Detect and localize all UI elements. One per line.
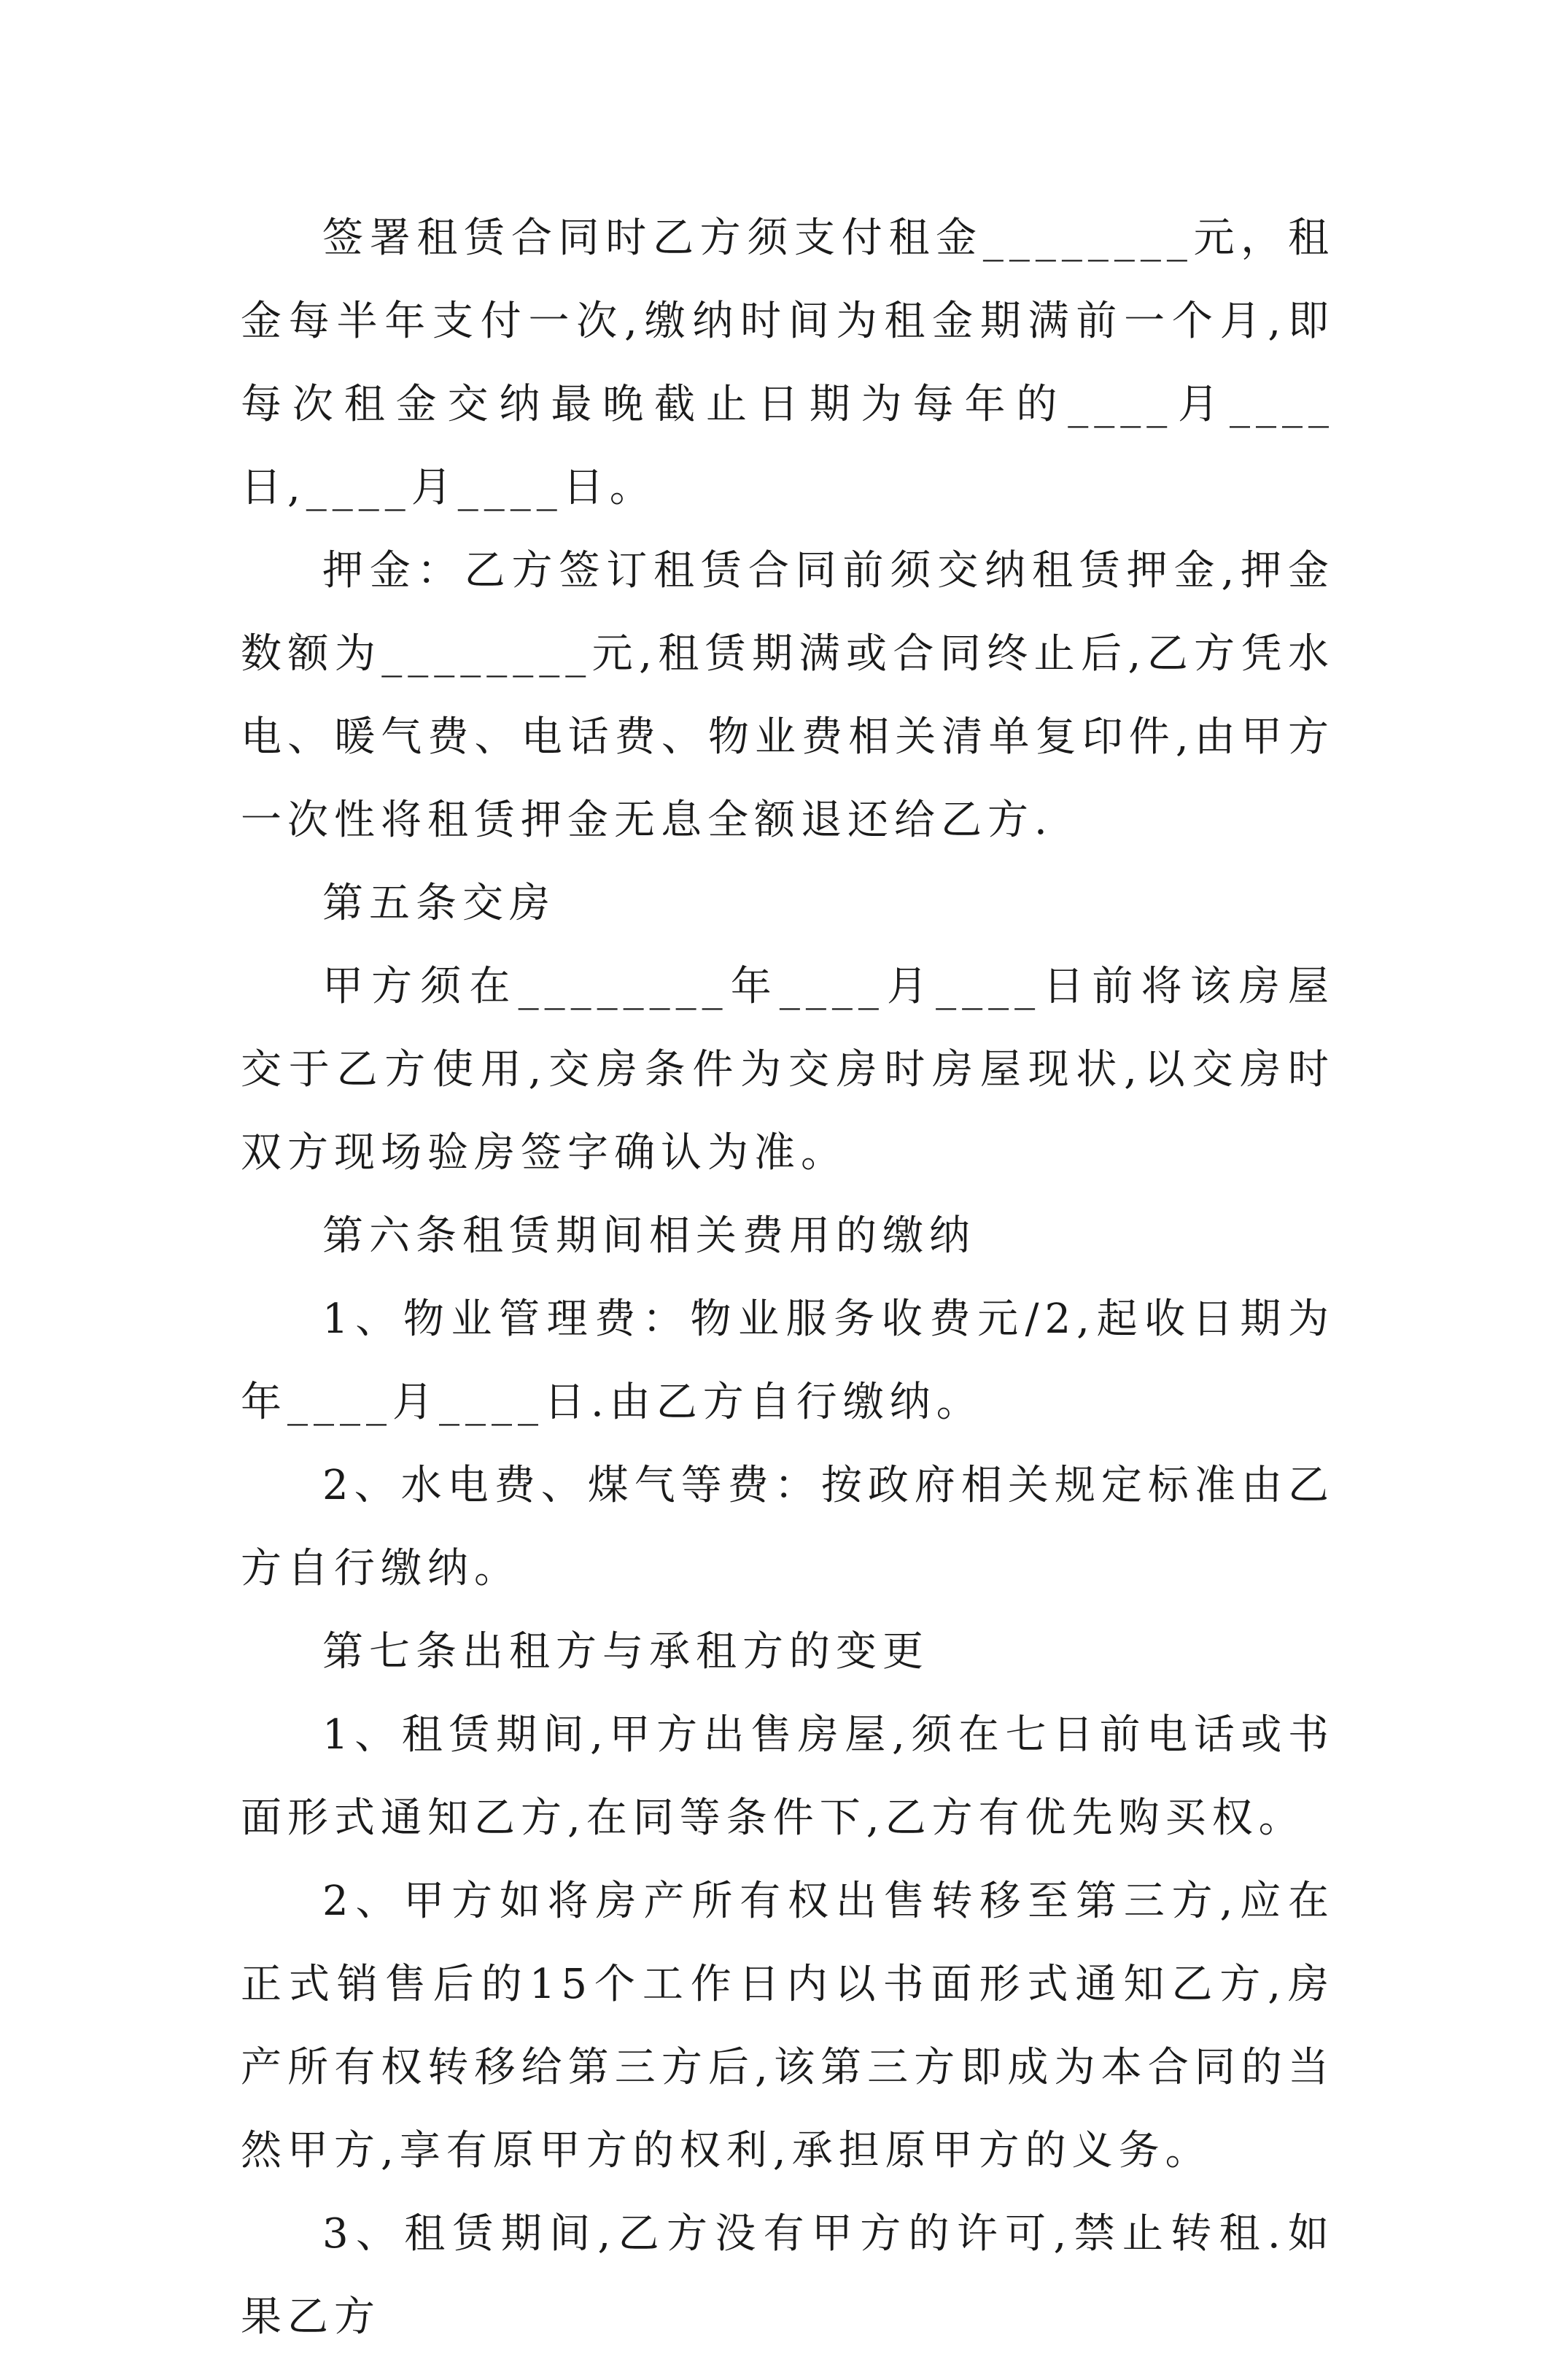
paragraph-deposit: 押金：乙方签订租赁合同前须交纳租赁押金,押金数额为________元,租赁期满或合同终止后,乙方凭水电、暖气费、电话费、物业费相关清单复印件,由甲方一次性将租赁押金无息全额退还给乙方. (241, 547, 1335, 844)
paragraph-utilities: 2、水电费、煤气等费：按政府相关规定标准由乙方自行缴纳。 (241, 1462, 1335, 1592)
heading-article-5: 第五条交房 (322, 880, 556, 927)
paragraph-property-fee: 1、物业管理费：物业服务收费元/2,起收日期为年____月____日.由乙方自行缴纳。 (241, 1295, 1335, 1426)
heading-article-7: 第七条出租方与承租方的变更 (322, 1628, 929, 1676)
document-body (241, 197, 1335, 2359)
heading-article-6: 第六条租赁期间相关费用的缴纳 (322, 1212, 976, 1260)
paragraph-sale-notice: 1、租赁期间,甲方出售房屋,须在七日前电话或书面形式通知乙方,在同等条件下,乙方有优先购买权。 (241, 1711, 1335, 1842)
paragraph-handover: 甲方须在________年____月____日前将该房屋交于乙方使用,交房条件为交房时房屋现状,以交房时双方现场验房签字确认为准。 (241, 963, 1335, 1177)
paragraph-sublease: 3、租赁期间,乙方没有甲方的许可,禁止转租.如果乙方 (241, 2210, 1335, 2341)
paragraph-rent-payment: 签署租赁合同时乙方须支付租金________元，租金每半年支付一次,缴纳时间为租金期满前一个月,即每次租金交纳最晚截止日期为每年的____月____日,____月____日。 (241, 214, 1335, 511)
paragraph-ownership-transfer: 2、甲方如将房产所有权出售转移至第三方,应在正式销售后的15个工作日内以书面形式通知乙方,房产所有权转移给第三方后,该第三方即成为本合同的当然甲方,享有原甲方的权利,承担原甲方的义务。 (241, 1878, 1335, 2174)
